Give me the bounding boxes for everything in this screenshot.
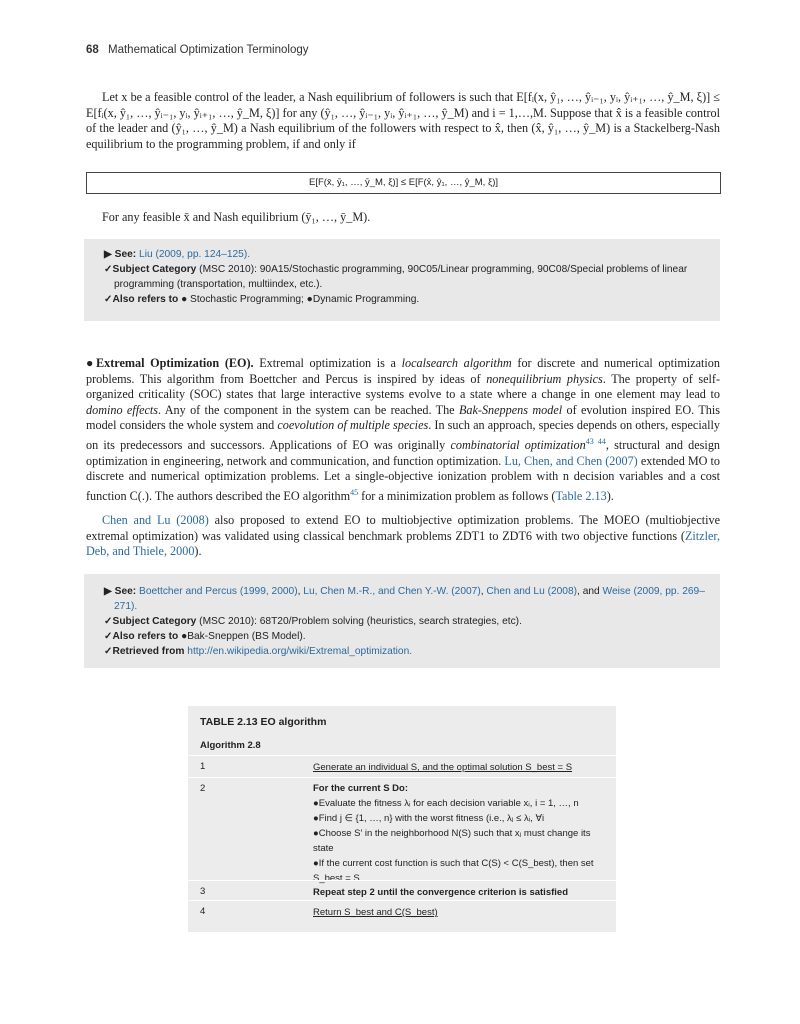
bullet-icon: ● [86, 356, 96, 370]
step-number: 1 [200, 761, 206, 772]
citation-link[interactable]: Lu, Chen, and Chen (2007) [504, 453, 638, 468]
feasible-paragraph: For any feasible x̄ and Nash equilibrium (ȳ₁, …, ȳ_M). [102, 210, 371, 224]
ref-link[interactable]: Liu (2009, pp. 124–125). [139, 249, 251, 260]
footnote-ref[interactable]: 43 44 [585, 436, 606, 446]
ref-link[interactable]: Weise (2009, pp. 269–271). [114, 586, 705, 612]
citation-link[interactable]: Chen and Lu (2008) [102, 513, 209, 527]
step-line: ●Evaluate the fitness λᵢ for each decision variable xᵢ, i = 1, …, n [313, 798, 579, 809]
table-rule [188, 755, 616, 756]
see-label: ▶ See: [104, 586, 137, 597]
text: for discrete and numerical optimization problems. This algorithm from Boettcher and Percus is inspired by ideas of [86, 356, 720, 386]
term-link: coevolution of multiple species [277, 418, 429, 433]
term-link: Bak-Sneppens model [458, 402, 563, 417]
note-box-eo: ▶ See: Boettcher and Percus (1999, 2000), Lu, Chen M.-R., and Chen Y.-W. (2007), Chen and Lu (2008), and Weise (2009, pp. 269–271). ✓Subject Category (MSC 2010): 68T20/Problem solving (heuristics, search strategies, etc). ✓Also refers to ●Bak-Sneppen (BS Model). ✓Retrieved from http://en.wikipedia.org/wiki/Extremal_optimization. [84, 574, 720, 668]
table-rule [188, 880, 616, 881]
retrieved-label: ✓Retrieved from [104, 646, 185, 657]
also-label: ✓Also refers to [104, 294, 179, 305]
step-number: 2 [200, 783, 206, 794]
text: Extremal optimization is a [259, 356, 396, 370]
stackelberg-paragraph: Let x be a feasible control of the leader, a Nash equilibrium of followers is such that E[fᵢ(x, ŷ₁, …, ŷᵢ₋₁, yᵢ, ŷᵢ₊₁, …, ŷ_M, ξ)] ≤ E[fᵢ(x, ŷ₁, …, ŷᵢ₋₁, yᵢ, ŷᵢ₊₁, …, ŷ_M, ξ)] for any (ŷ₁, …, ŷᵢ₋₁, yᵢ, ŷᵢ₊₁, …, ŷ_M) and i = 1,…,M. Suppose that x̂ is a feasible control of the leader and (ŷ₁, …, ŷ_M) a Nash equilibrium of the followers with respect to x̂, then (x̂, ŷ₁, …, ŷ_M) is a Stackelberg-Nash equilibrium to the programming problem, if and only if [86, 90, 720, 151]
step-number: 3 [200, 886, 206, 897]
ref-link[interactable]: Boettcher and Percus (1999, 2000) [139, 586, 298, 597]
ref-link[interactable]: Lu, Chen M.-R., and Chen Y.-W. (2007) [303, 586, 481, 597]
step-line: Repeat step 2 until the convergence criterion is satisfied [313, 887, 568, 898]
step-cell [313, 905, 609, 920]
running-header [86, 44, 308, 56]
text: ). [606, 488, 614, 503]
url-link[interactable]: http://en.wikipedia.org/wiki/Extremal_optimization. [187, 646, 413, 657]
equation-box: E[F(x̄, ȳ₁, …, ȳ_M, ξ)] ≤ E[F(x̂, ŷ₁, …, ŷ_M, ξ)] [86, 172, 721, 194]
subject-label: ✓Subject Category [104, 616, 197, 627]
table-rule [188, 900, 616, 901]
text: of evolution inspired EO. This model considers the whole system and [86, 402, 721, 433]
term-heading: Extremal Optimization (EO). [95, 356, 254, 370]
eo-paragraph [86, 356, 720, 504]
term-link: combinatorial optimization [450, 438, 586, 453]
also-label: ✓Also refers to [104, 631, 179, 642]
step-cell [313, 760, 609, 775]
text: . The property of self-organized criticality (SOC) states that large interactive systems evolve to a state where a change in one element may lead to [86, 371, 721, 402]
text: also proposed to extend EO to multiobjective optimization problems. The MOEO (multiobjective extremal optimization) was validated using classical benchmark problems ZDT1 to ZDT6 with two objective functions ( [86, 513, 721, 543]
step-number: 4 [200, 906, 206, 917]
text: , structural and design optimization in engineering, network and communication, and function optimization. [86, 438, 721, 468]
book-title: Mathematical Optimization Terminology [108, 44, 309, 56]
eo-algorithm-table [188, 706, 616, 932]
table-link[interactable]: Table 2.13 [555, 488, 607, 503]
table-rule [188, 777, 616, 778]
algorithm-label: Algorithm 2.8 [200, 740, 261, 751]
step-cell [313, 885, 609, 900]
citation-link[interactable]: Zitzler, Deb, and Thiele, 2000 [86, 528, 720, 559]
note-box-stochastic [84, 239, 720, 321]
text: . Any of the component in the system can be reached. The [158, 402, 455, 417]
page-number: 68 [86, 44, 99, 56]
also-text: ●Bak-Sneppen (BS Model). [181, 631, 306, 642]
subject-text: (MSC 2010): 68T20/Problem solving (heuristics, search strategies, etc). [199, 616, 522, 627]
and-text: and [582, 586, 600, 597]
step-cell [313, 781, 609, 886]
term-link: domino effects [86, 402, 159, 417]
step-line: For the current S Do: [313, 783, 409, 794]
step-line: Return S_best and C(S_best) [313, 907, 438, 918]
table-caption: TABLE 2.13 EO algorithm [200, 716, 327, 728]
moeo-paragraph [86, 513, 720, 560]
subject-label: ✓Subject Category [104, 264, 197, 275]
step-line: ●Choose S′ in the neighborhood N(S) such that xⱼ must change its state [313, 828, 591, 854]
ref-link[interactable]: Chen and Lu (2008) [486, 586, 578, 597]
text: extended MO to discrete and numerical optimization problems. Let a single-objective ionization problem with n decision variables and a cost function C(.). The authors described the EO algorithm [86, 453, 721, 503]
term-link: localsearch algorithm [401, 356, 512, 370]
text: ). [194, 544, 202, 559]
step-line: ●If the current cost function is such that C(S) < C(S_best), then set S_best = S [313, 858, 594, 884]
footnote-ref[interactable]: 45 [350, 487, 359, 497]
step-line: Generate an individual S, and the optimal solution S_best = S [313, 762, 573, 773]
term-link: nonequilibrium physics [486, 371, 603, 386]
also-text: ● Stochastic Programming; ●Dynamic Programming. [181, 294, 420, 305]
text: . In such an approach, species depends on others, especially on its predecessors and successors. Applications of EO was originally [86, 418, 720, 453]
step-line: ●Find j ∈ {1, …, n} with the worst fitness (i.e., λⱼ ≤ λᵢ, ∀i [313, 813, 545, 824]
subject-text: (MSC 2010): 90A15/Stochastic programming, 90C05/Linear programming, 90C08/Special problems of linear programming (transportation, multiindex, etc.). [114, 264, 688, 290]
see-label: ▶ See: [104, 249, 137, 260]
text: for a minimization problem as follows ( [361, 488, 556, 503]
